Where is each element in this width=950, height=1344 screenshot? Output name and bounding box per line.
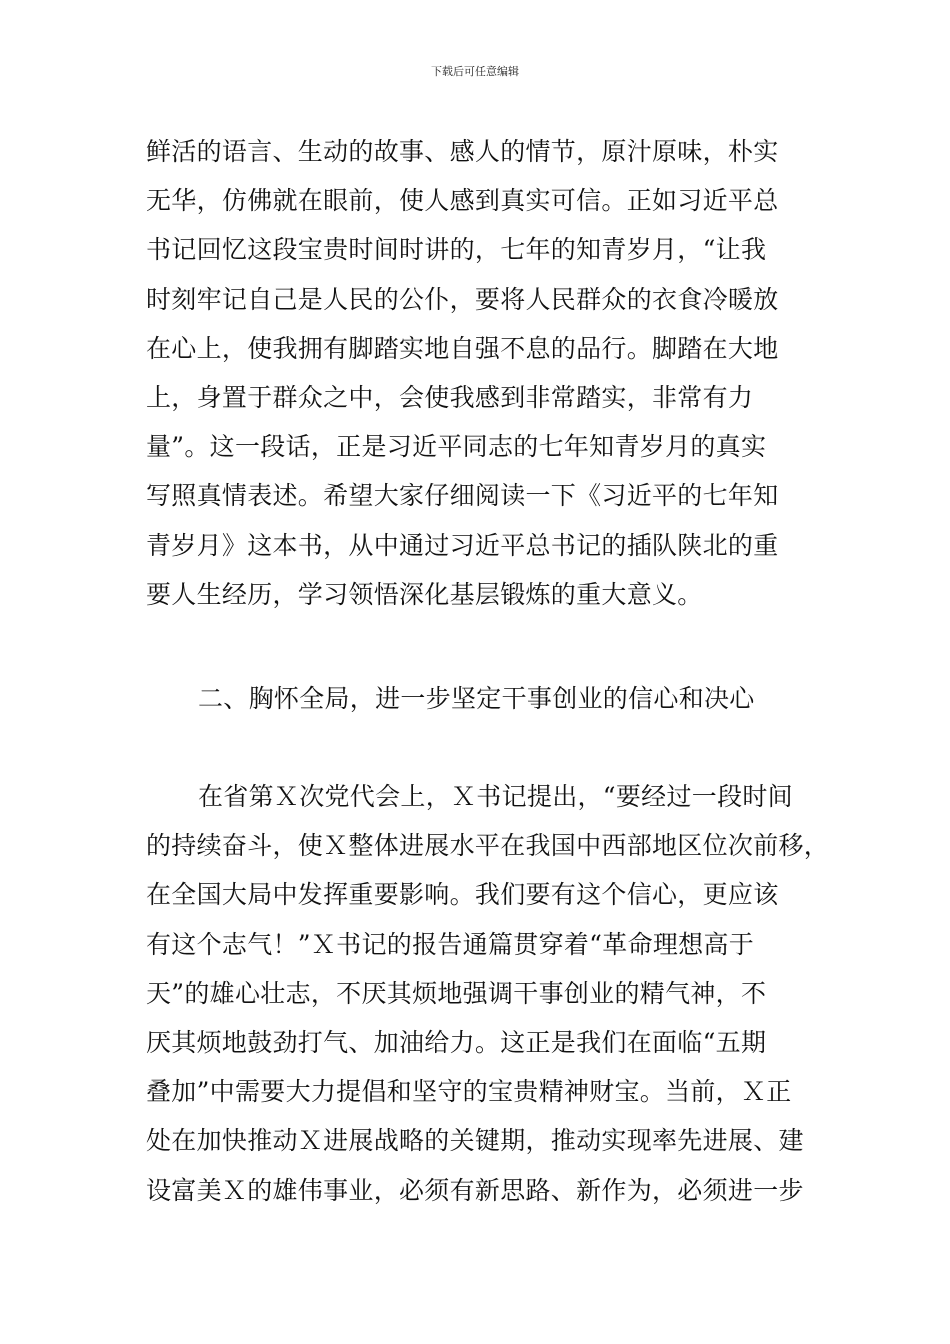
paragraph-line: 在心上，使我拥有脚踏实地自强不息的品行。脚踏在大地 [146,333,779,363]
paragraph-line: 有这个志气！”Ｘ书记的报告通篇贯穿着“革命理想高于 [146,929,755,959]
paragraph-line: 设富美Ｘ的雄伟事业，必须有新思路、新作为，必须进一步 [146,1175,804,1205]
paragraph-line: 在全国大局中发挥重要影响。我们要有这个信心，更应该 [146,880,779,910]
section-heading-text: 二、胸怀全局，进一步坚定干事创业的信心和决心 [198,684,755,713]
paragraph-line: 书记回忆这段宝贵时间时讲的，七年的知青岁月，“让我 [146,235,767,265]
section-heading [146,674,806,723]
paragraph-line: 写照真情表述。希望大家仔细阅读一下《习近平的七年知 [146,481,779,511]
paragraph-line: 量”。这一段话，正是习近平同志的七年知青岁月的真实 [146,432,767,462]
page-header: 下载后可任意编辑 [431,65,519,78]
paragraph-2 [146,772,830,1215]
paragraph-line: 要人生经历，学习领悟深化基层锻炼的重大意义。 [146,579,703,609]
paragraph-line: 的持续奋斗，使Ｘ整体进展水平在我国中西部地区位次前移， [146,831,830,861]
paragraph-line: 时刻牢记自己是人民的公仆，要将人民群众的衣食冷暖放 [146,284,779,314]
paragraph-line: 叠加”中需要大力提倡和坚守的宝贵精神财宝。当前，Ｘ正 [146,1077,792,1107]
paragraph-line: 处在加快推动Ｘ进展战略的关键期，推动实现率先进展、建 [146,1126,804,1156]
paragraph-line: 上，身置于群众之中，会使我感到非常踏实，非常有力 [146,382,754,412]
paragraph-line: 无华，仿佛就在眼前，使人感到真实可信。正如习近平总 [146,186,779,216]
paragraph-line: 厌其烦地鼓劲打气、加油给力。这正是我们在面临“五期 [146,1027,767,1057]
paragraph-line: 天”的雄心壮志，不厌其烦地强调干事创业的精气神，不 [146,978,767,1008]
paragraph-line: 在省第Ｘ次党代会上，Ｘ书记提出，“要经过一段时间 [198,782,793,811]
paragraph-1 [146,127,806,619]
paragraph-line: 青岁月》这本书，从中通过习近平总书记的插队陕北的重 [146,530,779,560]
paragraph-line: 鲜活的语言、生动的故事、感人的情节，原汁原味，朴实 [146,137,779,166]
